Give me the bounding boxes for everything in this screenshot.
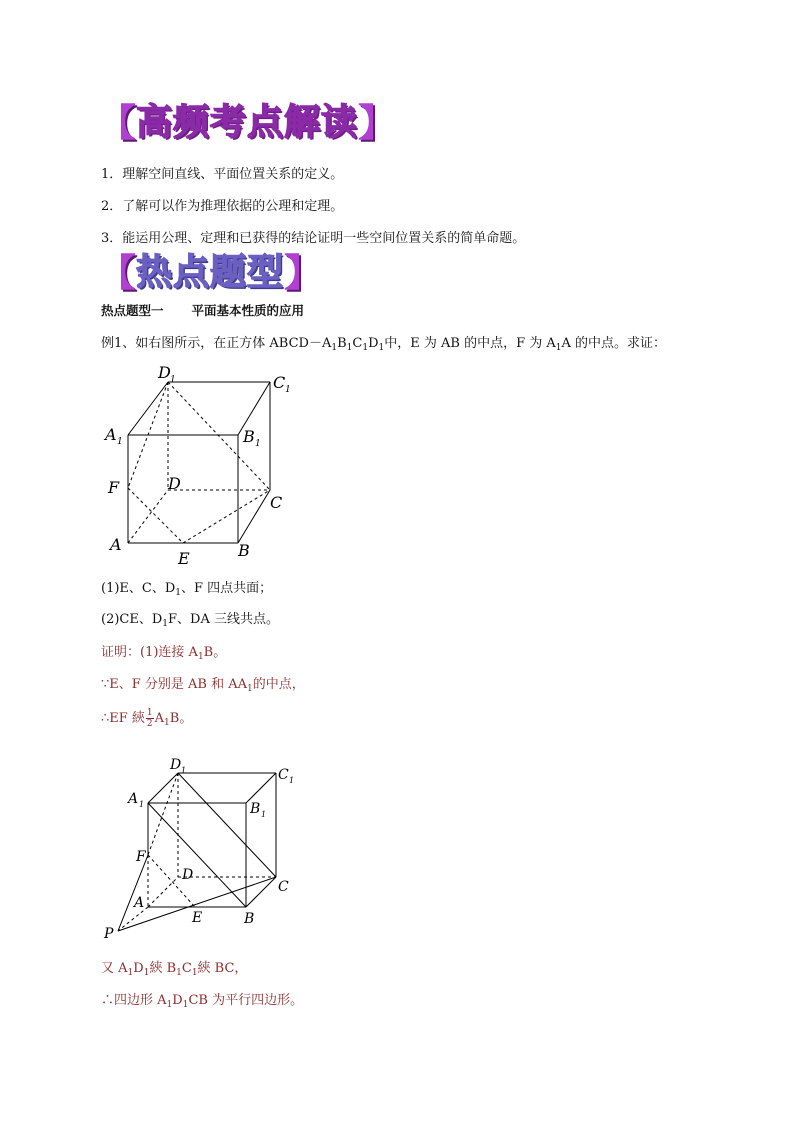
- section-heading: [101, 302, 304, 320]
- svg-text:1: 1: [289, 776, 295, 785]
- label-E: E: [178, 549, 190, 568]
- label-F: F: [136, 849, 146, 865]
- banner-hot-topics: [98, 250, 322, 296]
- proof-line-1: 证明：(1)连接 $A_1B$。: [101, 645, 227, 662]
- proof-line-5: ∴四边形 $A_1D_1CB$ 为平行四边形。: [101, 993, 304, 1010]
- banner-key-points: [98, 100, 396, 146]
- banner-right-bracket: 】: [284, 251, 323, 295]
- fraction-half: $\frac{1}{2}$: [146, 708, 153, 729]
- banner-left-bracket: 【: [98, 101, 137, 145]
- label-F: F: [108, 478, 120, 497]
- label-E: E: [192, 910, 203, 926]
- section-subtitle: 平面基本性质的应用: [191, 303, 305, 318]
- svg-text:1: 1: [181, 766, 187, 775]
- label-D1: D: [158, 363, 171, 382]
- example-statement: 例1、如右图所示，在正方体 $ABCD-A_1B_1C_1D_1$中，E 为 AB 的中点，F 为 $A_1A$ 的中点。求证：: [101, 336, 667, 353]
- question-1: (1)E、C、$D_1$、F 四点共面；: [101, 581, 273, 598]
- proof-line-2: ∵E、F 分别是 AB 和 $AA_1$的中点，: [101, 677, 305, 694]
- svg-text:1: 1: [170, 375, 176, 385]
- label-B1: B: [243, 427, 255, 446]
- label-D1: D: [170, 757, 182, 773]
- objective-2: 2．了解可以作为推理依据的公理和定理。: [101, 199, 344, 214]
- label-A1: A: [105, 425, 117, 444]
- banner-right-bracket: 】: [358, 101, 397, 145]
- label-B: B: [238, 541, 250, 560]
- cube-figure: [100, 360, 300, 570]
- proof-line-4: 又 $A_1D_1$綊 $B_1C_1$綊 BC，: [101, 961, 248, 978]
- label-C: C: [278, 879, 289, 895]
- label-B: B: [244, 911, 255, 927]
- banner-title: 热点题型: [136, 252, 285, 293]
- objective-3: 3．能运用公理、定理和已获得的结论证明一些空间位置关系的简单命题。: [101, 231, 526, 246]
- svg-text:1: 1: [285, 385, 291, 395]
- label-A1: A: [128, 791, 139, 807]
- banner-title: 高频考点解读: [136, 102, 359, 143]
- label-B1: B: [250, 801, 261, 817]
- svg-text:1: 1: [139, 800, 145, 809]
- banner-left-bracket: 【: [98, 251, 137, 295]
- section-title: 热点题型一: [101, 303, 164, 318]
- svg-text:1: 1: [261, 810, 267, 819]
- svg-text:1: 1: [117, 437, 123, 447]
- label-P: P: [104, 926, 114, 942]
- proof-line-3: ∴EF 綊 $\frac{1}{2}$ $A_1B$。: [101, 708, 193, 729]
- label-D: D: [182, 867, 194, 883]
- label-A: A: [134, 895, 145, 911]
- label-C1: C: [273, 373, 286, 392]
- question-2: (2)CE、$D_1F$、DA 三线共点。: [101, 612, 279, 629]
- objective-1: 1．理解空间直线、平面位置关系的定义。: [101, 167, 344, 182]
- label-D: D: [168, 474, 181, 493]
- label-C1: C: [278, 767, 289, 783]
- svg-text:1: 1: [255, 439, 261, 449]
- label-A: A: [110, 535, 122, 554]
- label-C: C: [270, 493, 283, 512]
- cube-figure-extended: [100, 755, 300, 950]
